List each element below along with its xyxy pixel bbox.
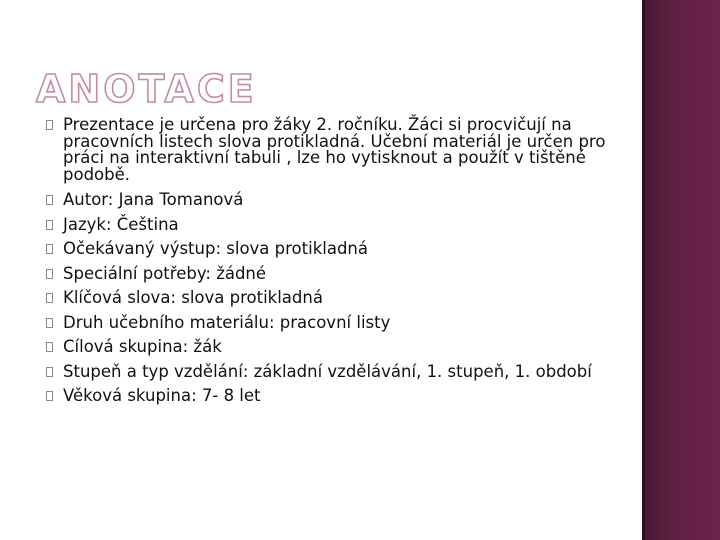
list-item [46, 313, 646, 334]
list-item-text: Cílová skupina: žák [63, 337, 222, 356]
list-item-text: Stupeň a typ vzdělání: základní vzdělávání, 1. stupeň, 1. období [63, 361, 592, 381]
list-item [46, 215, 646, 236]
list-item [46, 117, 646, 183]
list-item-text: Speciální potřeby: žádné [63, 263, 267, 283]
list-item-text: Autor: Jana Tomanová [63, 190, 244, 209]
list-item-text: Klíčová slova: slova protikladná [63, 288, 323, 307]
list-item [46, 362, 646, 383]
side-bar-edge [642, 0, 645, 540]
list-item-text: Jazyk: Čeština [63, 214, 179, 234]
list-item-text: Očekávaný výstup: slova protikladná [63, 239, 368, 258]
list-item [46, 264, 646, 285]
bullet-icon [46, 269, 53, 279]
list-item [46, 239, 646, 260]
list-item-text: Prezentace je určena pro žáky 2. ročníku. Žáci si procvičují na pracovních listech slova protikladná. Učební materiál je určen pro práci na interaktivní tabuli , lze ho vytisknout a použít v tištěné podobě. [63, 115, 606, 184]
list-item [46, 386, 646, 407]
bullet-icon [46, 195, 53, 205]
list-item-text: Druh učebního materiálu: pracovní listy [63, 312, 391, 332]
slide-title: ANOTACE [36, 67, 257, 111]
bullet-icon [46, 220, 53, 230]
bullet-icon [46, 367, 53, 377]
list-item [46, 337, 646, 358]
annotation-list [46, 117, 646, 411]
side-decoration-bar [642, 0, 720, 540]
bullet-icon [46, 342, 53, 352]
list-item [46, 190, 646, 211]
bullet-icon [46, 318, 53, 328]
bullet-icon [46, 391, 53, 401]
list-item-text: Věková skupina: 7- 8 let [63, 386, 261, 405]
bullet-icon [46, 293, 53, 303]
list-item [46, 288, 646, 309]
bullet-icon [46, 120, 53, 130]
bullet-icon [46, 244, 53, 254]
